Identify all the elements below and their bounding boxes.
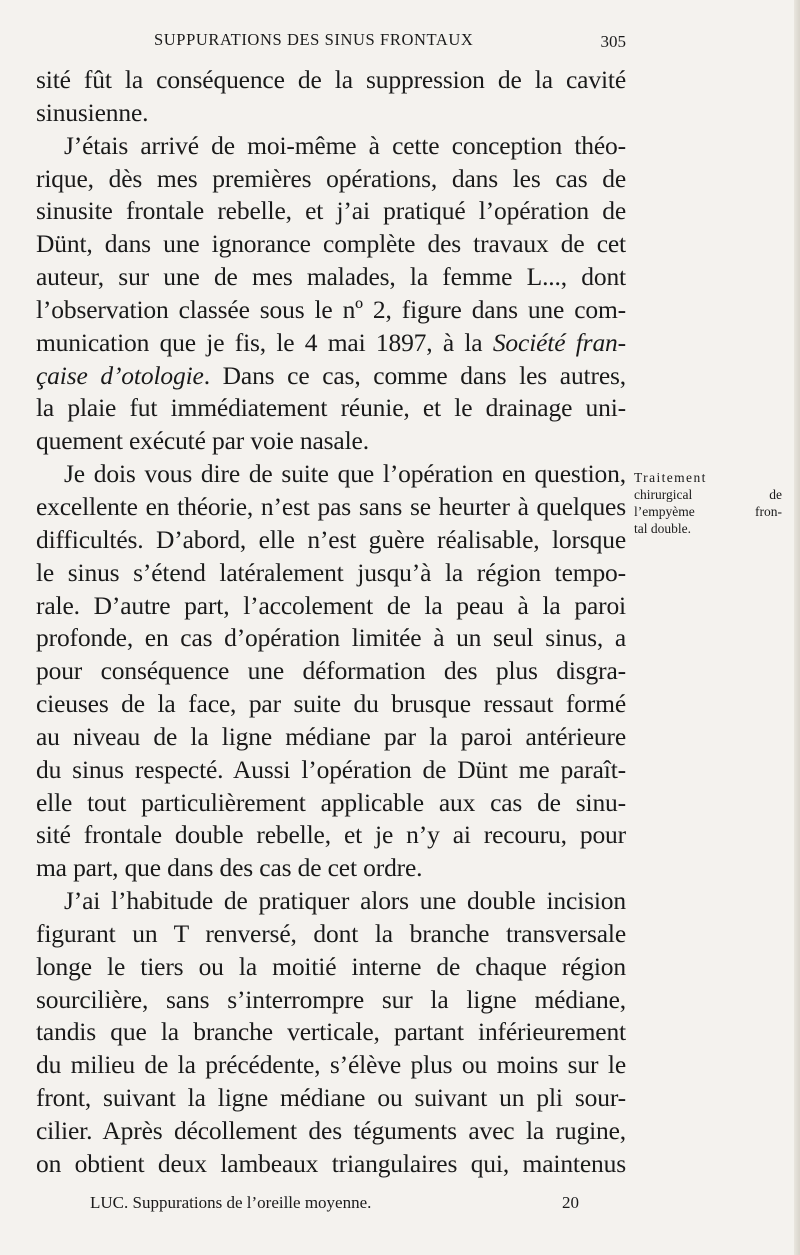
text-line: rique, dès mes premières opérations, dans les cas de [36, 163, 626, 193]
footer-signature: LUC. Suppurations de l’oreille moyenne. [90, 1193, 372, 1212]
text-line: l’observation classée sous le nº 2, figure dans une com- [36, 294, 626, 324]
body-text [36, 64, 626, 1181]
text-line: on obtient deux lambeaux triangulaires qui, maintenus [36, 1148, 626, 1178]
paragraph-start-line: Je dois vous dire de suite que l’opération en question, [64, 459, 626, 489]
paragraph-start-line: J’ai l’habitude de pratiquer alors une double incision [64, 886, 626, 916]
paragraph-start-line: J’étais arrivé de moi-même à cette conception théo- [64, 130, 626, 160]
italic-title-fragment: çaise d’otologie [36, 360, 204, 390]
text-line: du sinus respecté. Aussi l’opération de Dünt me paraît- [36, 754, 626, 784]
margin-note-line: chirurgical de [634, 487, 782, 502]
margin-note-line: Traitement [634, 470, 707, 485]
text-line: figurant un T renversé, dont la branche transversale [36, 918, 626, 948]
text-line: excellente en théorie, n’est pas sans se heurter à quelques [36, 491, 626, 521]
text-line: cilier. Après décollement des téguments avec la rugine, [36, 1116, 626, 1145]
text-line: sité fût la conséquence de la suppression de la cavité [36, 65, 626, 94]
text-line: tandis que la branche verticale, partant inférieurement [36, 1017, 626, 1047]
text-line: elle tout particulièrement applicable aux cas de sinu- [36, 787, 626, 817]
page-edge-shadow [794, 0, 800, 1255]
text-line-with-italic: munication que je fis, le 4 mai 1897, à la Société fran- [36, 327, 626, 357]
text-line: auteur, sur une de mes malades, la femme L..., dont [36, 262, 626, 292]
text-line: rale. D’autre part, l’accolement de la peau à la paroi [36, 590, 626, 620]
text-line: sinusienne. [36, 97, 149, 127]
text-line: le sinus s’étend latéralement jusqu’à la région tempo- [36, 557, 626, 587]
text-line: profonde, en cas d’opération limitée à un seul sinus, a [36, 623, 626, 653]
margin-note-line: tal double. [634, 521, 691, 536]
text-line: sinusite frontale rebelle, et j’ai pratiqué l’opération de [36, 196, 626, 226]
text-line: du milieu de la précédente, s’élève plus ou moins sur le [36, 1050, 626, 1080]
text-line: pour conséquence une déformation des plus disgra- [36, 656, 626, 686]
text-line: difficultés. D’abord, elle n’est guère réalisable, lorsque [36, 524, 626, 554]
page-footer [36, 1193, 626, 1219]
text-line-with-italic: çaise d’otologie. Dans ce cas, comme dans les autres, [36, 360, 626, 390]
text-line: la plaie fut immédiatement réunie, et le drainage uni- [36, 393, 626, 423]
page-number: 305 [600, 32, 626, 51]
running-title: SUPPURATIONS DES SINUS FRONTAUX [154, 30, 474, 49]
footer-sheet-number: 20 [562, 1193, 579, 1212]
text-line: au niveau de la ligne médiane par la paroi antérieure [36, 721, 626, 751]
text-line: sourcilière, sans s’interrompre sur la ligne médiane, [36, 984, 626, 1014]
margin-note [634, 469, 782, 537]
text-line: Dünt, dans une ignorance complète des travaux de cet [36, 229, 626, 259]
running-header [36, 28, 626, 54]
text-line: sité frontale double rebelle, et je n’y ai recouru, pour [36, 820, 626, 850]
text-line: ma part, que dans des cas de cet ordre. [36, 853, 423, 883]
italic-title-fragment: Société fran- [492, 327, 626, 357]
text-line: cieuses de la face, par suite du brusque ressaut formé [36, 689, 626, 719]
text-line: quement exécuté par voie nasale. [36, 426, 369, 456]
margin-note-line: l’empyème fron- [634, 504, 782, 519]
text-line: longe le tiers ou la moitié interne de chaque région [36, 951, 626, 981]
text-line: front, suivant la ligne médiane ou suivant un pli sour- [36, 1083, 626, 1113]
